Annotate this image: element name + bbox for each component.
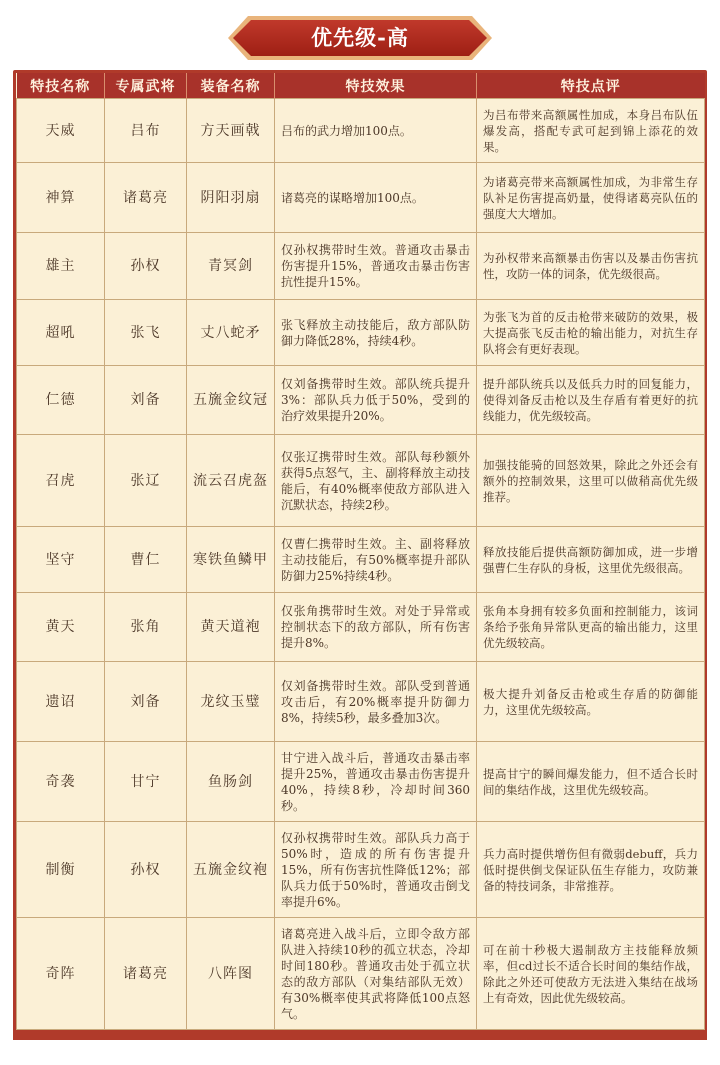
general-cell: 刘备 <box>105 366 187 435</box>
banner-title: 优先级-高 <box>311 25 409 50</box>
equipment-cell: 青冥剑 <box>187 233 275 300</box>
equipment-cell: 五旒金纹冠 <box>187 366 275 435</box>
skill-name-cell: 坚守 <box>17 527 105 593</box>
equipment-cell: 阴阳羽扇 <box>187 163 275 233</box>
header-general: 专属武将 <box>105 73 187 99</box>
review-cell: 可在前十秒极大遏制敌方主技能释放频率，但cd过长不适合长时间的集结作战，除此之外还可使敌方无法进入集结在战场上有奇效，因此优先级较高。 <box>477 918 705 1030</box>
equipment-cell: 鱼肠剑 <box>187 742 275 822</box>
effect-cell: 仅刘备携带时生效。部队受到普通攻击后，有20%概率提升防御力8%，持续5秒，最多叠加3次。 <box>275 662 477 742</box>
skill-name-cell: 仁德 <box>17 366 105 435</box>
general-cell: 张角 <box>105 593 187 662</box>
general-cell: 孙权 <box>105 233 187 300</box>
table-row <box>17 435 705 527</box>
effect-cell: 吕布的武力增加100点。 <box>275 99 477 163</box>
general-cell: 刘备 <box>105 662 187 742</box>
table-bottom-border <box>13 1032 707 1040</box>
general-cell: 曹仁 <box>105 527 187 593</box>
skill-name-cell: 天威 <box>17 99 105 163</box>
general-cell: 诸葛亮 <box>105 163 187 233</box>
equipment-cell: 龙纹玉璧 <box>187 662 275 742</box>
skill-table <box>16 73 705 1030</box>
table-row <box>17 99 705 163</box>
review-cell: 为诸葛亮带来高额属性加成，为非常生存队补足伤害提高奶量，使得诸葛亮队伍的强度大大增加。 <box>477 163 705 233</box>
skill-name-cell: 制衡 <box>17 822 105 918</box>
effect-cell: 仅张辽携带时生效。部队每秒额外获得5点怒气，主、副将释放主动技能后，有40%概率使敌方部队进入沉默状态，持续2秒。 <box>275 435 477 527</box>
skill-name-cell: 黄天 <box>17 593 105 662</box>
review-cell: 提升部队统兵以及低兵力时的回复能力，使得刘备反击枪以及生存盾有着更好的抗线能力，优先级较高。 <box>477 366 705 435</box>
general-cell: 孙权 <box>105 822 187 918</box>
equipment-cell: 八阵图 <box>187 918 275 1030</box>
table-row <box>17 300 705 366</box>
effect-cell: 诸葛亮进入战斗后，立即令敌方部队进入持续10秒的孤立状态，冷却时间180秒。普通攻击处于孤立状态的敌方部队（对集结部队无效）有30%概率使其武将降低100点怒气。 <box>275 918 477 1030</box>
equipment-cell: 流云召虎盔 <box>187 435 275 527</box>
table-row <box>17 366 705 435</box>
effect-cell: 甘宁进入战斗后，普通攻击暴击率提升25%，普通攻击暴击伤害提升40%，持续8秒，冷却时间360秒。 <box>275 742 477 822</box>
review-cell: 极大提升刘备反击枪或生存盾的防御能力，这里优先级较高。 <box>477 662 705 742</box>
skill-name-cell: 遗诏 <box>17 662 105 742</box>
header-review: 特技点评 <box>477 73 705 99</box>
header-equipment: 装备名称 <box>187 73 275 99</box>
skill-name-cell: 奇袭 <box>17 742 105 822</box>
review-cell: 兵力高时提供增伤但有微弱debuff，兵力低时提供倒戈保证队伍生存能力，攻防兼备的特技词条，非常推荐。 <box>477 822 705 918</box>
header-effect: 特技效果 <box>275 73 477 99</box>
review-cell: 张角本身拥有较多负面和控制能力，该词条给予张角异常队更高的输出能力，这里优先级较高。 <box>477 593 705 662</box>
skill-name-cell: 奇阵 <box>17 918 105 1030</box>
effect-cell: 仅曹仁携带时生效。主、副将释放主动技能后，有50%概率提升部队防御力25%持续4秒。 <box>275 527 477 593</box>
table-header-row <box>17 73 705 99</box>
table-row <box>17 822 705 918</box>
table-row <box>17 233 705 300</box>
equipment-cell: 寒铁鱼鳞甲 <box>187 527 275 593</box>
table-row <box>17 163 705 233</box>
review-cell: 为孙权带来高额暴击伤害以及暴击伤害抗性，攻防一体的词条，优先级很高。 <box>477 233 705 300</box>
effect-cell: 仅孙权携带时生效。普通攻击暴击伤害提升15%，普通攻击暴击伤害抗性提升15%。 <box>275 233 477 300</box>
table-row <box>17 742 705 822</box>
table-row <box>17 593 705 662</box>
review-cell: 释放技能后提供高额防御加成，进一步增强曹仁生存队的身板，这里优先级很高。 <box>477 527 705 593</box>
review-cell: 提高甘宁的瞬间爆发能力，但不适合长时间的集结作战，这里优先级较高。 <box>477 742 705 822</box>
equipment-cell: 五旒金纹袍 <box>187 822 275 918</box>
skill-name-cell: 召虎 <box>17 435 105 527</box>
table-row <box>17 918 705 1030</box>
table-row <box>17 662 705 742</box>
general-cell: 吕布 <box>105 99 187 163</box>
effect-cell: 仅孙权携带时生效。部队兵力高于50%时，造成的所有伤害提升15%，所有伤害抗性降低12%；部队兵力低于50%时，普通攻击倒戈率提升6%。 <box>275 822 477 918</box>
general-cell: 诸葛亮 <box>105 918 187 1030</box>
general-cell: 张辽 <box>105 435 187 527</box>
review-cell: 加强技能骑的回怒效果，除此之外还会有额外的控制效果，这里可以做稍高优先级推荐。 <box>477 435 705 527</box>
effect-cell: 诸葛亮的谋略增加100点。 <box>275 163 477 233</box>
review-cell: 为吕布带来高额属性加成，本身吕布队伍爆发高，搭配专武可起到锦上添花的效果。 <box>477 99 705 163</box>
skill-name-cell: 雄主 <box>17 233 105 300</box>
effect-cell: 仅张角携带时生效。对处于异常或控制状态下的敌方部队，所有伤害提升8%。 <box>275 593 477 662</box>
general-cell: 甘宁 <box>105 742 187 822</box>
effect-cell: 张飞释放主动技能后，敌方部队防御力降低28%，持续4秒。 <box>275 300 477 366</box>
title-banner <box>0 0 720 66</box>
equipment-cell: 黄天道袍 <box>187 593 275 662</box>
equipment-cell: 方天画戟 <box>187 99 275 163</box>
skill-name-cell: 超吼 <box>17 300 105 366</box>
skill-name-cell: 神算 <box>17 163 105 233</box>
effect-cell: 仅刘备携带时生效。部队统兵提升3%：部队兵力低于50%，受到的治疗效果提升20%。 <box>275 366 477 435</box>
general-cell: 张飞 <box>105 300 187 366</box>
review-cell: 为张飞为首的反击枪带来破防的效果，极大提高张飞反击枪的输出能力，对抗生存队将会有更好表现。 <box>477 300 705 366</box>
equipment-cell: 丈八蛇矛 <box>187 300 275 366</box>
header-skill-name: 特技名称 <box>17 73 105 99</box>
table-row <box>17 527 705 593</box>
